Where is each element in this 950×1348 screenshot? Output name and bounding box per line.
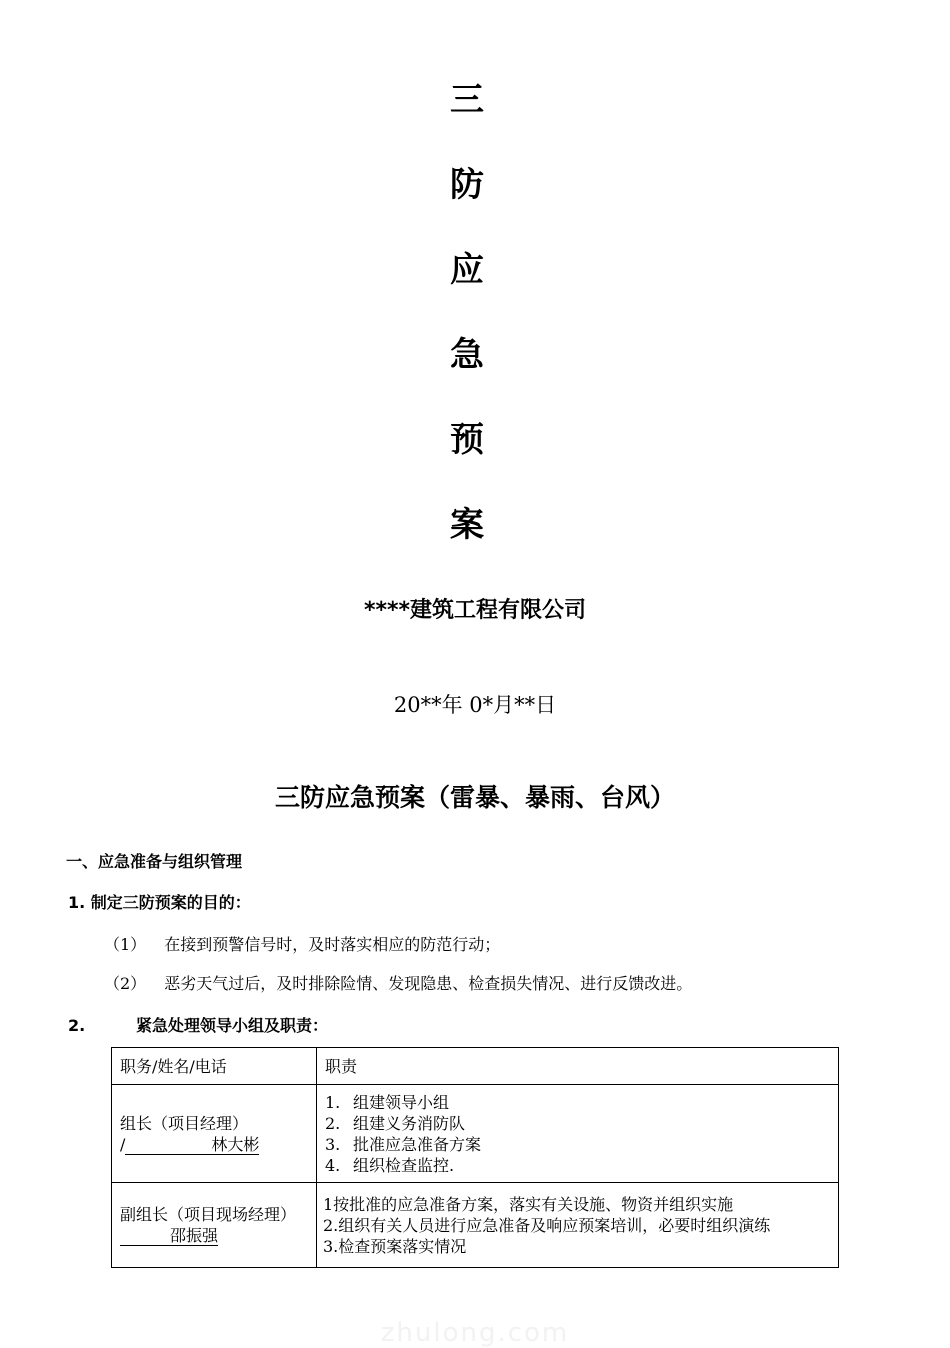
subsection-number: 2. — [68, 1016, 86, 1035]
document-date: 20**年 0*月**日 — [393, 693, 557, 717]
table-header-cell: 职务/姓名/电话 — [112, 1048, 317, 1085]
duty-item: 2. 组建义务消防队 — [325, 1113, 466, 1133]
duty-item: 3. 批准应急准备方案 — [325, 1134, 482, 1154]
cover-title-char: 三 — [450, 80, 484, 120]
duty-cell — [317, 1183, 839, 1268]
person-name: 邵振强 — [120, 1226, 218, 1246]
list-item-text: 在接到预警信号时，及时落实相应的防范行动； — [164, 935, 501, 954]
role-title: 副组长（项目现场经理） — [120, 1205, 297, 1224]
list-item-text: 恶劣天气过后，及时排除险情、发现隐患、检查损失情况、进行反馈改进。 — [164, 974, 693, 993]
section-heading: 一、应急准备与组织管理 — [66, 852, 243, 871]
role-cell — [112, 1183, 317, 1268]
name-prefix: / — [120, 1134, 126, 1154]
list-item — [104, 933, 500, 957]
duty-item: 3.检查预案落实情况 — [323, 1236, 467, 1256]
subsection-title: 紧急处理领导小组及职责： — [136, 1016, 329, 1035]
table-row — [112, 1085, 839, 1183]
role-cell — [112, 1085, 317, 1183]
document-title: 三防应急预案（雷暴、暴雨、台风） — [274, 783, 675, 812]
duty-cell — [317, 1085, 839, 1183]
list-item-number: （1） — [104, 935, 147, 954]
table-row — [112, 1183, 839, 1268]
duty-item: 1. 组建领导小组 — [325, 1092, 450, 1112]
duty-item: 1按批准的应急准备方案，落实有关设施、物资并组织实施 — [323, 1194, 734, 1214]
list-item-number: （2） — [104, 974, 147, 993]
subsection-heading: 1. 制定三防预案的目的： — [68, 893, 251, 912]
role-title: 组长（项目经理） — [120, 1113, 249, 1133]
subsection-heading — [68, 1014, 328, 1038]
duty-item: 2.组织有关人员进行应急准备及响应预案培训，必要时组织演练 — [323, 1215, 771, 1235]
cover-title-char: 应 — [450, 250, 484, 290]
cover-title-char: 急 — [450, 335, 484, 375]
list-item — [104, 972, 692, 996]
table-header-cell: 职责 — [317, 1048, 839, 1085]
duty-item: 4. 组织检查监控. — [325, 1155, 455, 1175]
watermark: zhulong.com — [380, 1318, 570, 1348]
company-name: ****建筑工程有限公司 — [363, 598, 587, 623]
duty-table — [111, 1047, 839, 1268]
cover-title-char: 预 — [450, 420, 484, 460]
cover-title-char: 防 — [450, 165, 484, 205]
cover-title-char: 案 — [450, 505, 484, 545]
person-name: 林大彬 — [125, 1135, 259, 1155]
table-header-row — [112, 1048, 839, 1085]
role-person — [120, 1134, 308, 1155]
